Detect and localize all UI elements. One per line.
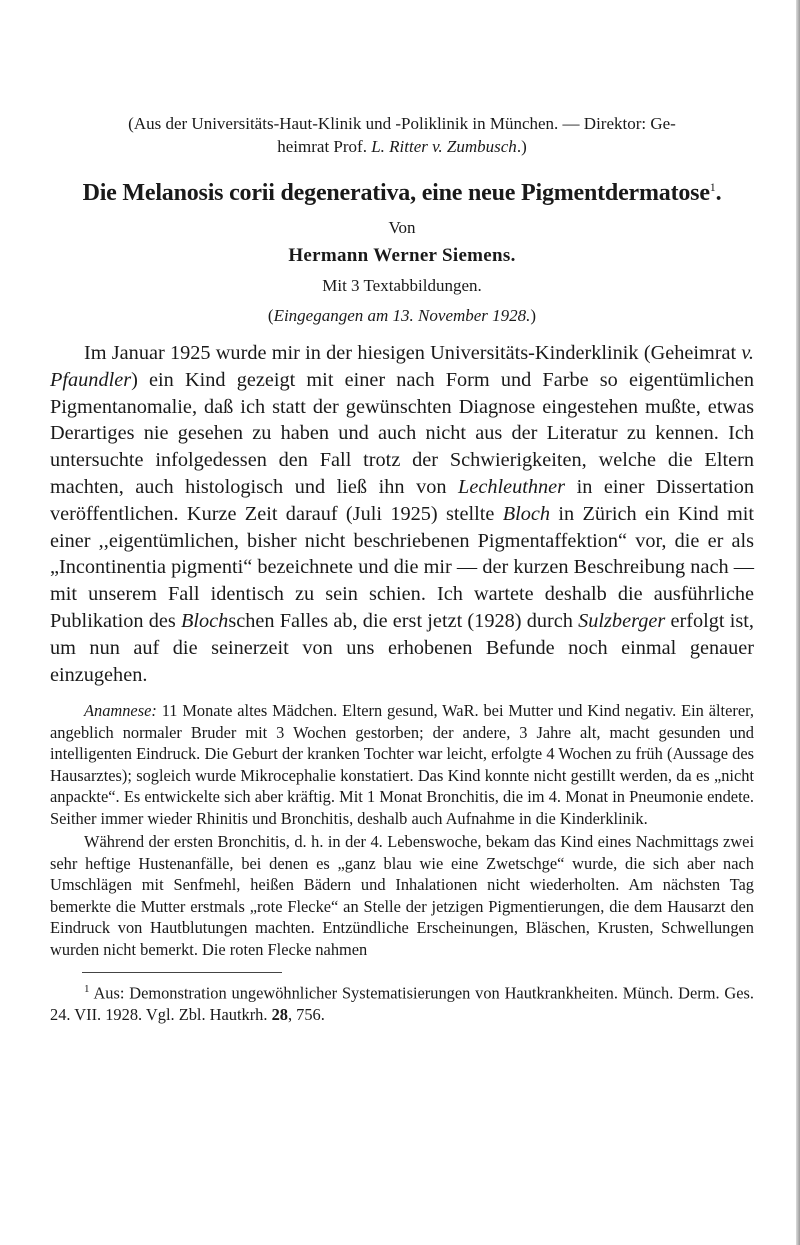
affiliation-line-2-pre: heimrat Prof. [277, 137, 372, 156]
anamnese-label: Anamnese: [84, 701, 157, 721]
affiliation [50, 112, 754, 158]
footnote-volume: 28 [271, 1004, 288, 1024]
received-date-text: Eingegangen am 13. November 1928. [273, 306, 531, 325]
article-title-text: Die Melanosis corii degenerativa, eine neue Pigmentdermatose [82, 180, 710, 206]
affiliation-line-2-post: .) [516, 137, 527, 156]
figures-note: Mit 3 Textabbildungen. [322, 276, 482, 295]
intro-paragraph [50, 340, 754, 688]
footnote-text-2: , 756. [287, 1004, 325, 1024]
author-name: Hermann Werner Siemens. [288, 245, 516, 266]
intro-text-1: Im Januar 1925 wurde mir in der hiesigen Universitäts-Kinderklinik (Geheimrat [84, 342, 742, 364]
intro-name-lechleuthner: Lechleuthner [458, 475, 566, 498]
intro-name-sulzberger: Sulzberger [578, 609, 666, 632]
scan-edge [796, 0, 800, 1245]
intro-name-bloch-2: Bloch [181, 609, 229, 632]
affiliation-line-1: (Aus der Universitäts-Haut-Klinik und -Poliklinik in München. — Direktor: Ge- [128, 114, 676, 133]
intro-name-bloch: Bloch [502, 502, 551, 525]
article-title: Die Melanosis corii degenerativa, eine neue Pigmentdermatose$^1$. [82, 180, 722, 206]
intro-text-5: schen Falles ab, die erst jetzt (1928) durch [228, 609, 579, 632]
anamnese-paragraph [50, 700, 754, 829]
intro-text-4: in Zürich ein Kind mit einer ,,eigentümlichen, bisher nicht beschriebenen Pigmentaffektion“ vor, die er als „Incontinentia pigmenti“ bezeichnete und die mir — der kurzen Beschreibung nach — mit unserem Fall identisch zu sein schien. Ich wartete deshalb die ausführliche Publikation des [50, 502, 754, 632]
footnote [50, 979, 754, 1024]
footnote-text-1: Aus: Demonstration ungewöhnlicher Systematisierungen von Hautkrankheiten. Münch. Derm. Ges. 24. VII. 1928. Vgl. Zbl. Hautkrh. [50, 983, 754, 1024]
intro-text-3: in einer Dissertation veröffentlichen. Kurze Zeit darauf (Juli 1925) stellte [50, 475, 755, 525]
intro-text-6: erfolgt ist, um nun auf die seinerzeit von uns erhobenen Befunde noch einmal genauer einzugehen. [50, 609, 754, 686]
anamnese-text: 11 Monate altes Mädchen. Eltern gesund, WaR. bei Mutter und Kind negativ. Ein älterer, angeblich normaler Bruder mit 3 Wochen gestorben; der andere, 3 Jahre alt, macht gesunden und intelligenten Eindruck. Die Geburt der kranken Tochter war leicht, erfolgte 4 Wochen zu früh (Aussage des Hausarztes); sogleich wurde Mikrocephalie konstatiert. Das Kind konnte nicht gestillt werden, da es „nicht anpackte“. Es entwickelte sich aber kräftig. Mit 1 Monat Bronchitis, die im 4. Monat in Pneumonie endete. Seither immer wieder Rhinitis und Bronchitis, deshalb auch Aufnahme in die Kinderklinik. [50, 701, 754, 828]
received-date: (Eingegangen am 13. November 1928.) [267, 306, 537, 325]
intro-name-pfaundler: v. Pfaundler [50, 342, 754, 391]
history-paragraph: Während der ersten Bronchitis, d. h. in der 4. Lebenswoche, bekam das Kind eines Nachmittags zwei sehr heftige Hustenanfälle, bei denen es „ganz blau wie eine Zwetschge“ wurde, die sich aber nach Umschlägen mit Senfmehl, heißen Bädern und Inhalationen nicht wiederholten. Am nächsten Tag bemerkte die Mutter erstmals „rote Flecke“ an Stelle der jetzigen Pigmentierungen, die dem Hausarzt den Eindruck von Hautblutungen machten. Entzündliche Erscheinungen, Bläschen, Krusten, Schwellungen wurden nicht bemerkt. Die roten Flecke nahmen [50, 832, 754, 959]
intro-text-2: ) ein Kind gezeigt mit einer nach Form und Farbe so eigentümlichen Pigmentanomalie, daß ich statt der gewünschten Diagnose eingestehen mußte, etwas Derartiges nie gesehen zu haben und auch nicht aus der Literatur zu kennen. Ich untersuchte infolgedessen den Fall trotz der Schwierigkeiten, welche die Eltern machten, auch histologisch und ließ ihn von [50, 368, 754, 498]
intro-section [50, 340, 754, 688]
title-footnote-mark: 1 [709, 180, 716, 194]
byline-von: Von [388, 218, 416, 237]
footnote-mark: 1 [84, 983, 90, 996]
footnote-rule [82, 972, 282, 973]
case-section [50, 700, 754, 960]
director-name: L. Ritter v. Zumbusch [371, 137, 517, 156]
